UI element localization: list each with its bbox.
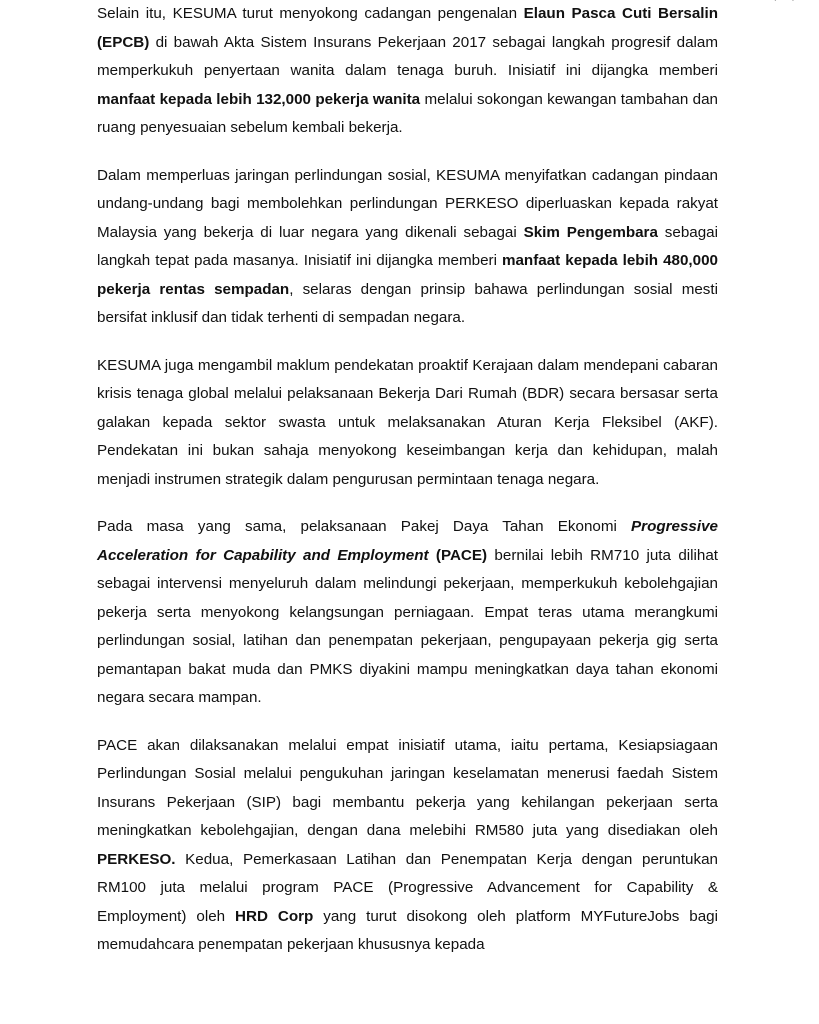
body-text: Pada masa yang sama, pelaksanaan Pakej Daya Tahan Ekonomi <box>97 518 632 535</box>
body-text: Dalam memperluas jaringan perlindungan sosial, KESUMA menyifatkan cadangan pindaan undang-undang bagi membolehkan perlindungan PERKESO diperluaskan kepada rakyat Malaysia yang bekerja di luar negara yang dikenali sebagai <box>97 166 718 241</box>
document-body <box>97 0 718 960</box>
bold-text: HRD Corp <box>235 907 314 925</box>
paragraph-pace-package <box>97 513 718 713</box>
bold-text: PERKESO. <box>97 850 176 868</box>
body-text: di bawah Akta Sistem Insurans Pekerjaan 2017 sebagai langkah progresif dalam memperkukuh penyertaan wanita dalam tenaga buruh. Inisiatif ini dijangka memberi <box>97 33 718 79</box>
body-text: Selain itu, KESUMA turut menyokong cadangan pengenalan <box>97 5 524 22</box>
body-text: Kedua, Pemerkasaan Latihan dan Penempatan Kerja dengan peruntukan RM100 juta melalui program PACE (Progressive Advancement for Capability & Employment) oleh <box>97 850 718 925</box>
bold-italic-text: Progressive Acceleration for Capability and Employment <box>97 518 718 564</box>
paragraph-skim-pengembara <box>97 162 718 333</box>
body-text: PACE akan dilaksanakan melalui empat inisiatif utama, iaitu pertama, Kesiapsiagaan Perlindungan Sosial melalui pengukuhan jaringan keselamatan menerusi faedah Sistem Insurans Pekerjaan (SIP) bagi membantu pekerja yang kehilangan pekerjaan serta meningkatkan kebolehgajian, dengan dana melebihi RM580 juta yang disediakan oleh <box>97 736 718 839</box>
bold-text: (PACE) <box>428 546 488 564</box>
body-text: , selaras dengan prinsip bahawa perlindungan sosial mesti bersifat inklusif dan tidak terhenti di sempadan negara. <box>97 280 718 326</box>
body-text: KESUMA juga mengambil maklum pendekatan proaktif Kerajaan dalam mendepani cabaran krisis tenaga global melalui pelaksanaan Bekerja Dari Rumah (BDR) secara bersasar serta galakan kepada sektor swasta untuk melaksanakan Aturan Kerja Fleksibel (AKF). Pendekatan ini bukan sahaja menyokong keseimbangan kerja dan kehidupan, malah menjadi instrumen strategik dalam pengurusan permintaan tenaga negara. <box>97 356 718 488</box>
bold-text: Elaun Pasca Cuti Bersalin (EPCB) <box>97 5 718 51</box>
paragraph-epcb <box>97 0 718 143</box>
paragraph-pace-initiatives <box>97 732 718 960</box>
body-text: sebagai langkah tepat pada masanya. Inisiatif ini dijangka memberi <box>97 223 718 269</box>
bold-text: Skim Pengembara <box>523 223 658 241</box>
body-text: melalui sokongan kewangan tambahan dan ruang penyesuaian sebelum kembali bekerja. <box>97 90 718 136</box>
paragraph-bdr-akf <box>97 352 718 495</box>
bold-text: manfaat kepada lebih 480,000 pekerja rentas sempadan <box>97 252 718 298</box>
body-text: yang turut disokong oleh platform MYFutureJobs bagi memudahcara penempatan pekerjaan khususnya kepada <box>97 907 719 953</box>
body-text: bernilai lebih RM710 juta dilihat sebagai intervensi menyeluruh dalam melindungi pekerjaan, memperkukuh kebolehgajian pekerja serta menyokong kelangsungan perniagaan. Empat teras utama merangkumi perlindungan sosial, latihan dan penempatan pekerjaan, pengupayaan pekerja gig serta pemantapan bakat muda dan PMKS diyakini mampu meningkatkan daya tahan ekonomi negara secara mampan. <box>97 546 719 706</box>
bold-text: manfaat kepada lebih 132,000 pekerja wanita <box>97 90 421 108</box>
